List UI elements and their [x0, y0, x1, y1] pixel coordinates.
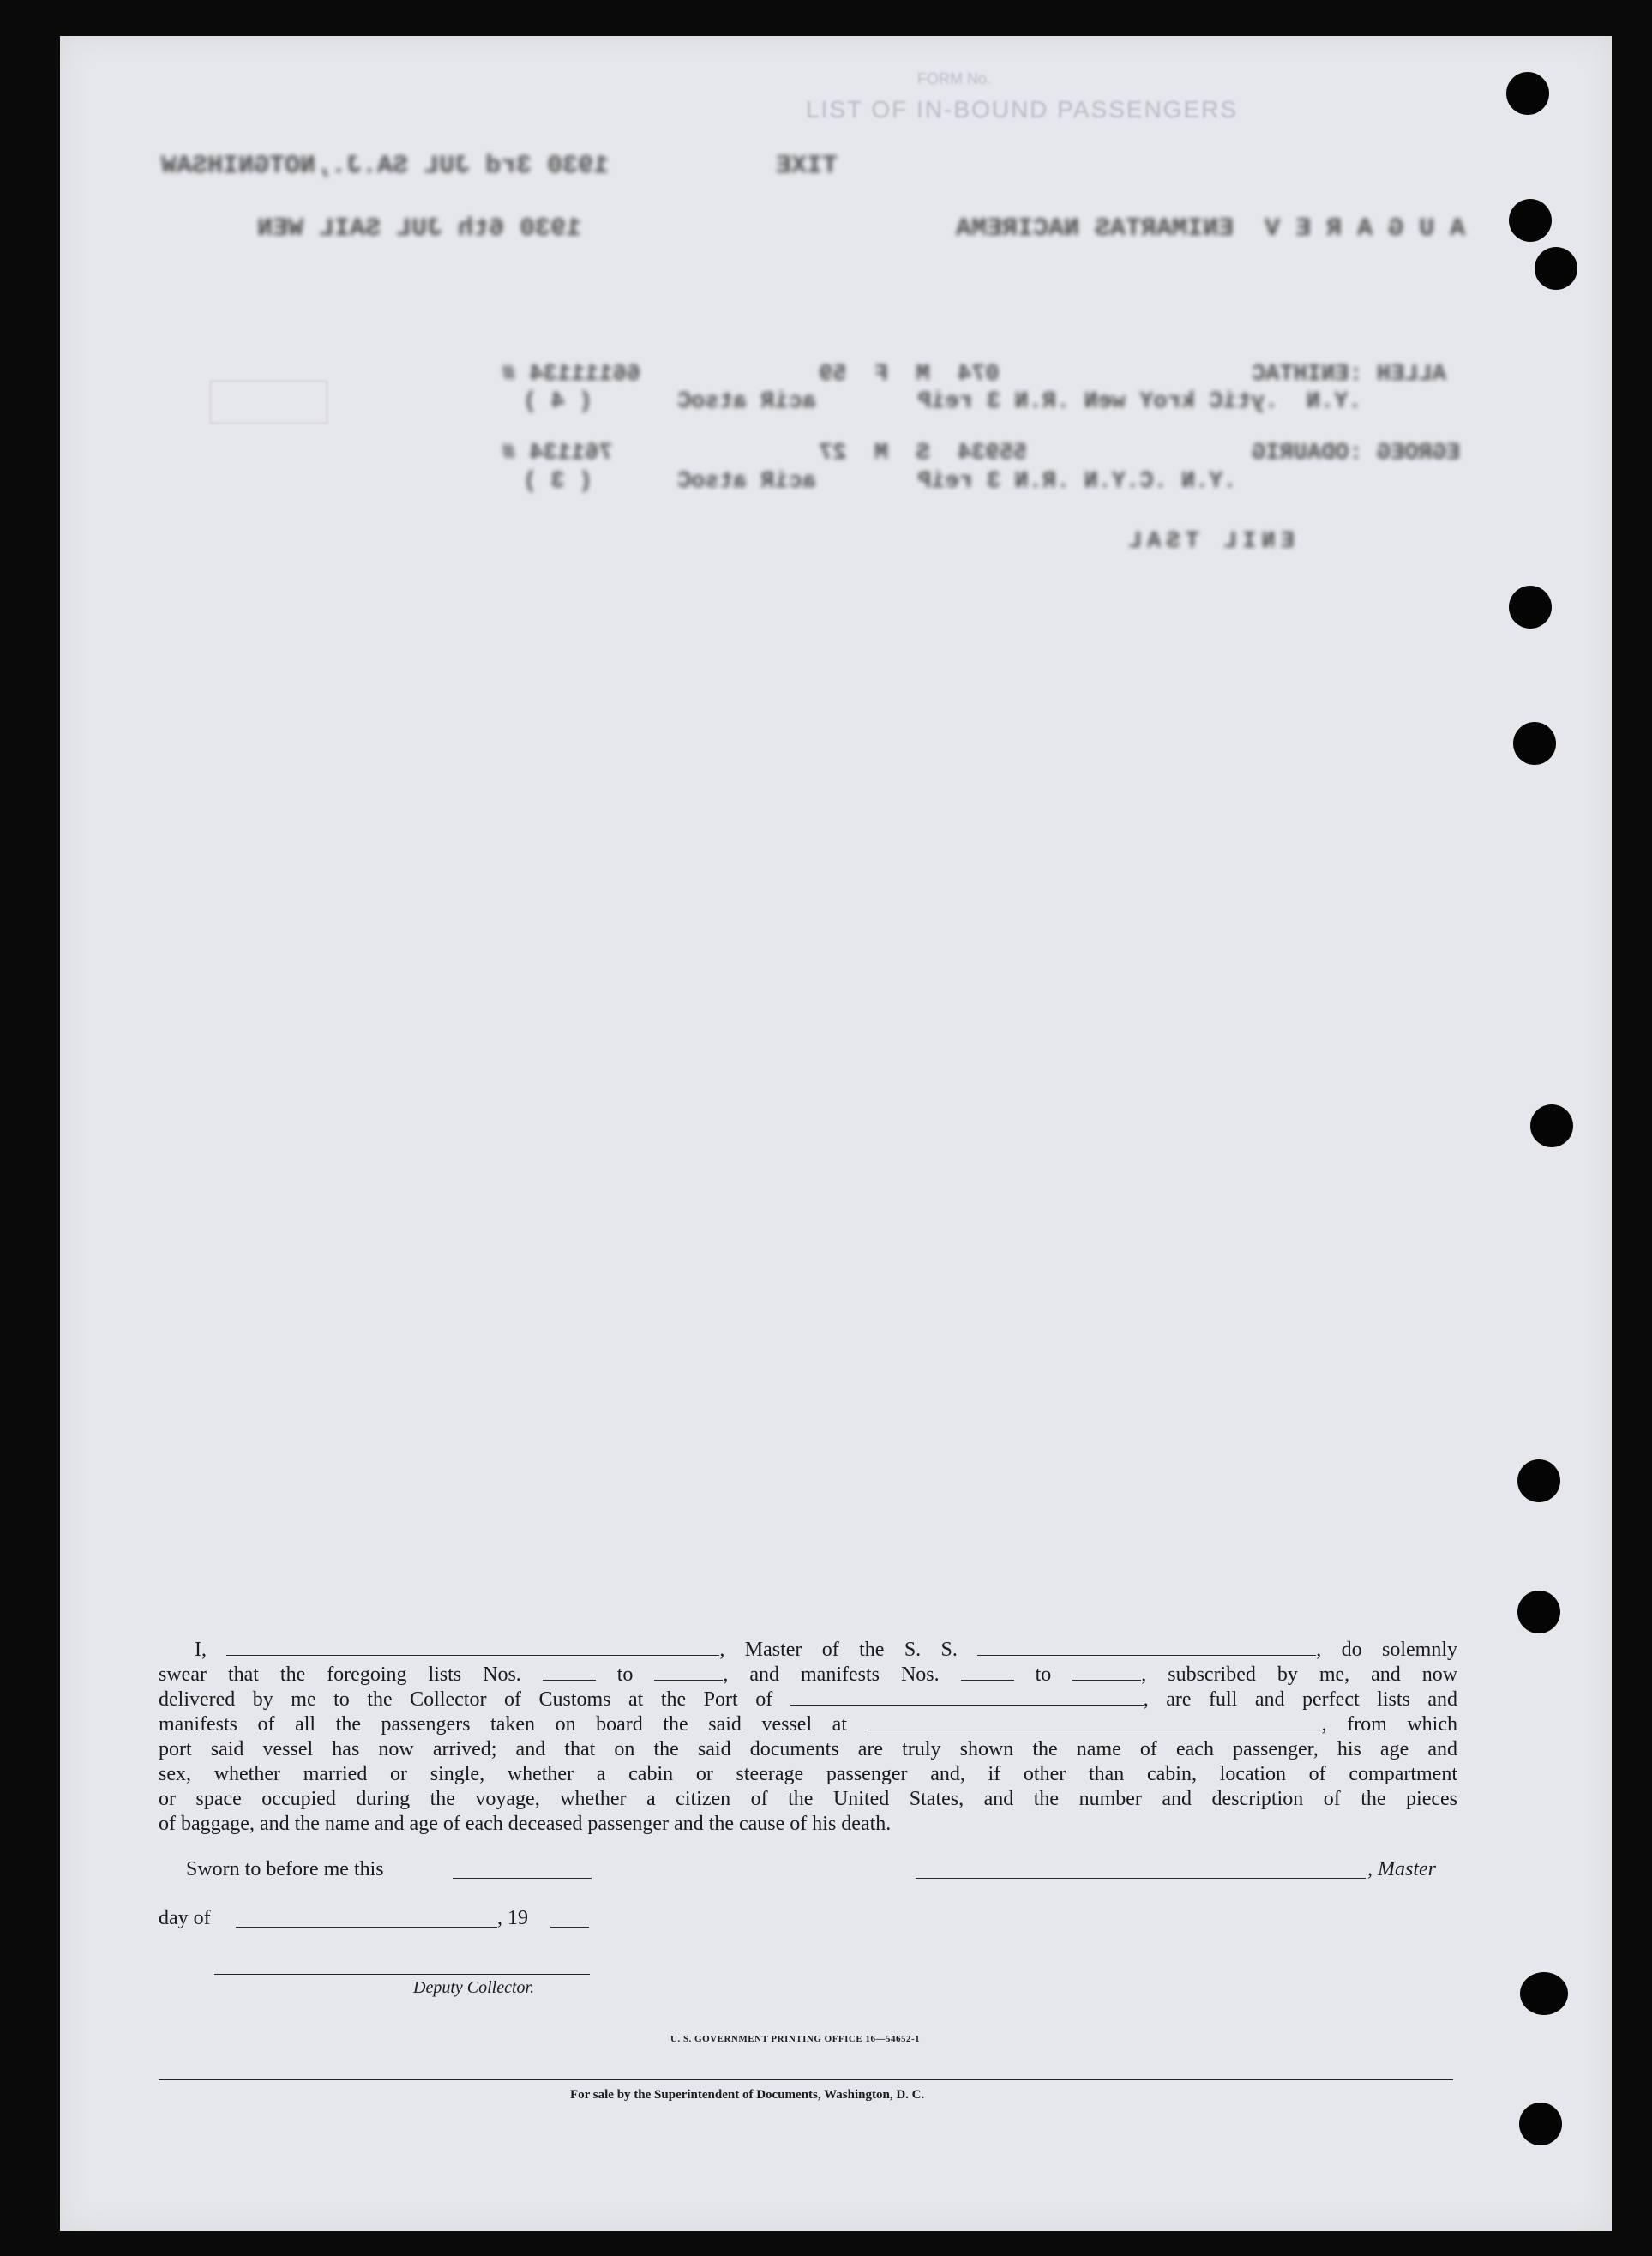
bleed-last-line: ENIL TSAL [1123, 529, 1295, 555]
faint-form-no: FORM No. [917, 70, 992, 87]
bleed-p1-d: ( 4 ) [523, 389, 593, 415]
sworn-date-blank[interactable] [453, 1862, 592, 1879]
vessel-port-blank[interactable] [868, 1714, 1322, 1730]
oath-manifests-all: manifests of all the passengers taken on board the said vessel at [159, 1713, 847, 1736]
bleed-p2-d: ( 3 ) [523, 469, 593, 495]
footer-rule [159, 2079, 1453, 2080]
deputy-collector-label: Deputy Collector. [413, 1978, 535, 1997]
day-of-label: day of [159, 1907, 211, 1929]
list-from-blank[interactable] [543, 1664, 596, 1681]
oath-swear: swear that the foregoing lists Nos. [159, 1663, 521, 1686]
oath-manifests: , and manifests Nos. [723, 1663, 940, 1686]
list-to-blank[interactable] [654, 1664, 723, 1681]
day-of-blank[interactable] [236, 1911, 497, 1928]
document-page [60, 36, 1612, 2231]
oath-line-3 [159, 1687, 1457, 1712]
bleed-p1-b: 074 M F 59 [819, 362, 1000, 388]
year-label: , 19 [497, 1907, 528, 1929]
oath-i: I, [195, 1639, 207, 1661]
bleed-row2-right: A U G A R E V ENIMARTAS NACIREMA [956, 214, 1466, 244]
oath-line-4 [159, 1712, 1457, 1737]
bleed-row1-right: TIXE [776, 152, 838, 181]
oath-line-1 [159, 1638, 1457, 1663]
bleed-p2-e: aciR atsoC [677, 469, 817, 495]
bleed-p1-f: .Y.N .ytiC kroY weN .R.N 3 reiP [917, 389, 1362, 415]
binder-hole-3 [1535, 247, 1577, 290]
oath-full-perfect: , are full and perfect lists and [1143, 1688, 1457, 1711]
faint-stamp-box [210, 381, 327, 424]
bleed-p1-c: ALLEH :ENIHTAC [1252, 362, 1446, 388]
bleed-p2-a: 761134 # [502, 441, 613, 466]
oath-solemnly: , do solemnly [1316, 1639, 1458, 1661]
sale-note: For sale by the Superintendent of Documents, Washington, D. C. [570, 2088, 925, 2102]
binder-hole-4 [1509, 586, 1552, 629]
faint-list-heading: LIST OF IN-BOUND PASSENGERS [806, 96, 1239, 123]
ship-name-blank[interactable] [977, 1639, 1316, 1656]
binder-hole-9 [1520, 1972, 1568, 2015]
bleed-p2-b: 55934 S M 27 [819, 441, 1028, 466]
oath-line-8: of baggage, and the name and age of each deceased passenger and the cause of his death. [159, 1813, 892, 1835]
bleed-row1-left: 1930 3rd JUL SA.J.,NOTGNIHSAW [161, 152, 610, 181]
port-blank[interactable] [790, 1689, 1144, 1706]
bleed-p1-a: 66111134 # [502, 362, 641, 388]
bleed-p2-c: EGROEG :ODAURIG [1252, 441, 1461, 466]
bleed-p1-e: aciR atsoC [677, 389, 817, 415]
binder-hole-7 [1517, 1459, 1560, 1502]
oath-line-7: or space occupied during the voyage, whether a citizen of the United States, and the number and description of the pieces [159, 1788, 1457, 1810]
binder-hole-10 [1519, 2103, 1562, 2145]
manifest-to-blank[interactable] [1072, 1664, 1141, 1681]
oath-from-which: , from which [1321, 1713, 1457, 1736]
printing-office-note: U. S. GOVERNMENT PRINTING OFFICE 16—54652-1 [670, 2034, 921, 2044]
oath-subscribed: , subscribed by me, and now [1141, 1663, 1458, 1686]
binder-hole-8 [1517, 1591, 1560, 1633]
year-blank[interactable] [550, 1911, 589, 1928]
oath-paragraph [159, 1638, 1457, 1837]
manifest-from-blank[interactable] [961, 1664, 1014, 1681]
master-label: , Master [1367, 1858, 1436, 1880]
binder-hole-6 [1530, 1104, 1573, 1147]
oath-master-of: , Master of the S. S. [719, 1639, 958, 1661]
bleed-p2-f: .Y.N .C.Y.N .R.N 3 reiP [917, 469, 1237, 495]
oath-line-5: port said vessel has now arrived; and that on the said documents are truly shown the name of each passenger, his age and [159, 1738, 1457, 1760]
bleed-row2-left: 1930 6th JUL SAIL WEN [257, 214, 582, 244]
master-signature-blank[interactable] [916, 1862, 1366, 1879]
binder-hole-2 [1509, 199, 1552, 242]
oath-to-1: to [616, 1663, 634, 1686]
oath-line-6: sex, whether married or single, whether a cabin or steerage passenger and, if other than cabin, location of compartment [159, 1763, 1457, 1785]
oath-to-2: to [1035, 1663, 1052, 1686]
oath-line-2 [159, 1663, 1457, 1687]
deputy-signature-line[interactable] [214, 1974, 590, 1975]
binder-hole-5 [1513, 722, 1556, 765]
binder-hole-1 [1506, 72, 1549, 115]
oath-delivered: delivered by me to the Collector of Customs at the Port of [159, 1688, 773, 1711]
master-name-blank[interactable] [226, 1639, 719, 1656]
sworn-label: Sworn to before me this [186, 1858, 384, 1880]
